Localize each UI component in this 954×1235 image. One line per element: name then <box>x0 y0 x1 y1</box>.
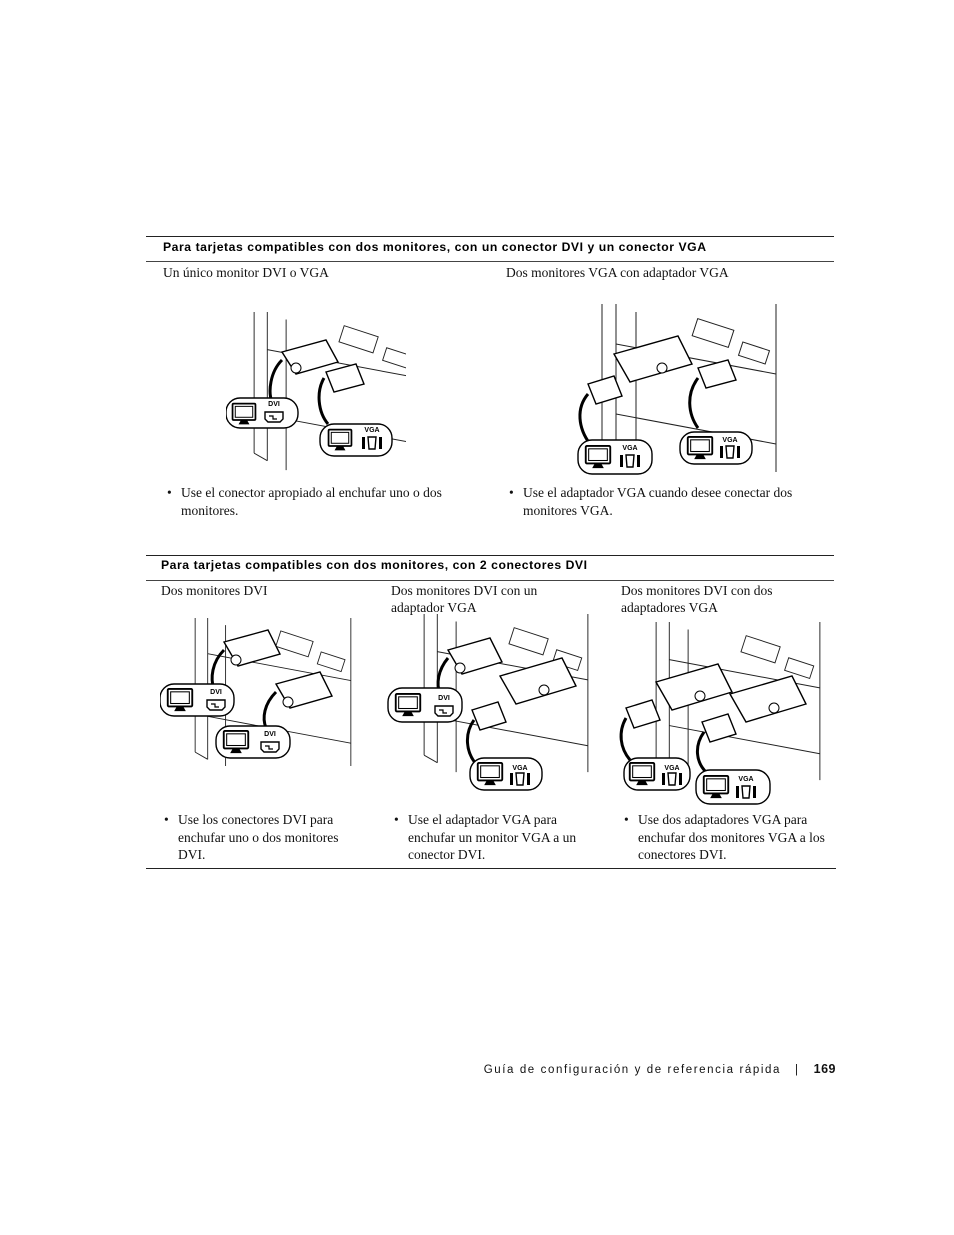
figure-single-monitor <box>226 312 406 472</box>
figure-dvi-two-vga-adapters <box>618 622 830 806</box>
section2-title: Para tarjetas compatibles con dos monitores, con 2 conectores DVI <box>161 558 588 572</box>
vga-label: VGA <box>512 765 528 772</box>
section2-col1-bullet: • Use los conectores DVI para enchufar uno o dos monitores DVI. <box>162 811 348 864</box>
section1-col2-heading: Dos monitores VGA con adaptador VGA <box>506 265 729 280</box>
vga-label: VGA <box>622 445 638 452</box>
section1-header-rule <box>146 261 834 262</box>
figure-two-dvi <box>160 614 360 766</box>
figure-dvi-one-vga-adapter <box>386 614 598 794</box>
section1-col1-heading: Un único monitor DVI o VGA <box>163 265 329 280</box>
dvi-label: DVI <box>268 401 280 408</box>
page-footer <box>484 1062 836 1076</box>
section2-col2-heading: Dos monitores DVI con un adaptador VGA <box>391 583 538 615</box>
vga-label: VGA <box>664 765 680 772</box>
vga-label: VGA <box>738 776 754 783</box>
vga-label: VGA <box>722 437 738 444</box>
figure-two-vga-adapter <box>574 304 780 480</box>
footer-title: Guía de configuración y de referencia rápida <box>483 1064 782 1076</box>
vga-adapter <box>500 658 576 704</box>
section1-top-rule <box>146 236 834 237</box>
dvi-connector <box>438 638 502 694</box>
vga-label: VGA <box>364 427 380 434</box>
section2-col3-bullet: • Use dos adaptadores VGA para enchufar dos monitores VGA a los conectores DVI. <box>622 811 838 864</box>
dvi-label: DVI <box>210 689 222 696</box>
section2-col2-bullet: • Use el adaptador VGA para enchufar un monitor VGA a un conector DVI. <box>392 811 588 864</box>
section2-header-rule <box>146 580 834 581</box>
vga-adapter <box>614 336 692 382</box>
section2-col3-heading: Dos monitores DVI con dos adaptadores VGA <box>621 583 773 615</box>
page-number: 169 <box>813 1062 836 1076</box>
section2-bottom-rule <box>146 868 836 869</box>
dvi-label: DVI <box>264 731 276 738</box>
vga-adapter <box>656 664 806 722</box>
vga-connector <box>467 702 506 764</box>
footer-separator: | <box>795 1064 800 1076</box>
vga-connector <box>319 364 364 424</box>
section1-col2-bullet: • Use el adaptador VGA cuando desee conectar dos monitores VGA. <box>507 484 835 519</box>
section2-top-rule <box>146 555 834 556</box>
section1-col1-bullet: • Use el conector apropiado al enchufar uno o dos monitores. <box>165 484 481 519</box>
dvi-label: DVI <box>438 695 450 702</box>
section1-title: Para tarjetas compatibles con dos monitores, con un conector DVI y un conector VGA <box>163 240 707 254</box>
dvi-connector <box>212 630 332 728</box>
section2-col1-heading: Dos monitores DVI <box>161 583 268 598</box>
